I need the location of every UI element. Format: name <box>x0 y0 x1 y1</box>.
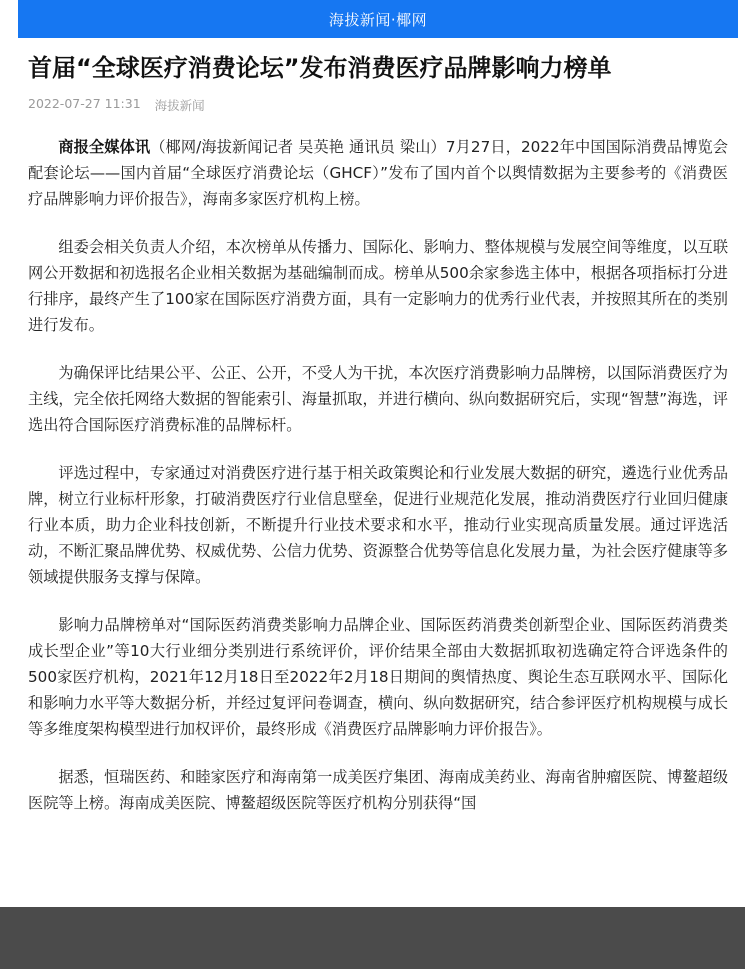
paragraph-5: 影响力品牌榜单对“国际医药消费类影响力品牌企业、国际医药消费类创新型企业、国际医药消费类成长型企业”等10大行业细分类别进行系统评价，评价结果全部由大数据抓取初选确定符合评选条件的500家医疗机构，2021年12月18日至2022年2月18日期间的舆情热度、舆论生态互联网水平、国际化和影响力水平等大数据分析，并经过复评问卷调查，横向、纵向数据研究，结合参评医疗机构规模与成长等多维度架构模型进行加权评价，最终形成《消费医疗品牌影响力评价报告》。 <box>28 616 728 738</box>
paragraph-4: 评选过程中，专家通过对消费医疗进行基于相关政策舆论和行业发展大数据的研究，遴选行业优秀品牌，树立行业标杆形象，打破消费医疗行业信息壁垒，促进行业规范化发展，推动消费医疗行业回归健康行业本质，助力企业科技创新，不断提升行业技术要求和水平，推动行业实现高质量发展。通过评选活动，不断汇聚品牌优势、权威优势、公信力优势、资源整合优势等信息化发展力量，为社会医疗健康等多领域提供服务支撑与保障。 <box>28 464 728 586</box>
site-title[interactable]: 海拔新闻·椰网 <box>328 10 428 29</box>
article <box>28 38 728 838</box>
publish-date: 2022-07-27 11:31 <box>28 96 141 111</box>
lead-label: 商报全媒体讯 <box>58 138 151 156</box>
paragraph-1 <box>28 134 728 212</box>
paragraph-6: 据悉，恒瑞医药、和睦家医疗和海南第一成美医疗集团、海南成美药业、海南省肿瘤医院、博鳌超级医院等上榜。海南成美医院、博鳌超级医院等医疗机构分别获得“国 <box>28 768 728 812</box>
paragraph-2: 组委会相关负责人介绍，本次榜单从传播力、国际化、影响力、整体规模与发展空间等维度，以互联网公开数据和初选报名企业相关数据为基础编制而成。榜单从500余家参选主体中，根据各项指标打分进行排序，最终产生了100家在国际医疗消费方面，具有一定影响力的优秀行业代表，并按照其所在的类别进行发布。 <box>28 238 728 334</box>
article-title: 首届“全球医疗消费论坛”发布消费医疗品牌影响力榜单 <box>28 54 612 82</box>
article-source[interactable]: 海拔新闻 <box>154 98 205 113</box>
bottom-overlay-bar <box>0 907 745 969</box>
site-header-bar <box>18 0 738 38</box>
article-meta <box>28 96 728 114</box>
paragraph-1-text: （椰网/海拔新闻记者 吴英艳 通讯员 梁山）7月27日，2022年中国国际消费品博览会配套论坛——国内首届“全球医疗消费论坛（GHCF）”发布了国内首个以舆情数据为主要参考的《消费医疗品牌影响力评价报告》，海南多家医疗机构上榜。 <box>28 138 728 208</box>
paragraph-3: 为确保评比结果公平、公正、公开，不受人为干扰，本次医疗消费影响力品牌榜，以国际消费医疗为主线，完全依托网络大数据的智能索引、海量抓取，并进行横向、纵向数据研究后，实现“智慧”海选，评选出符合国际医疗消费标准的品牌标杆。 <box>28 364 728 434</box>
article-body <box>28 134 728 816</box>
